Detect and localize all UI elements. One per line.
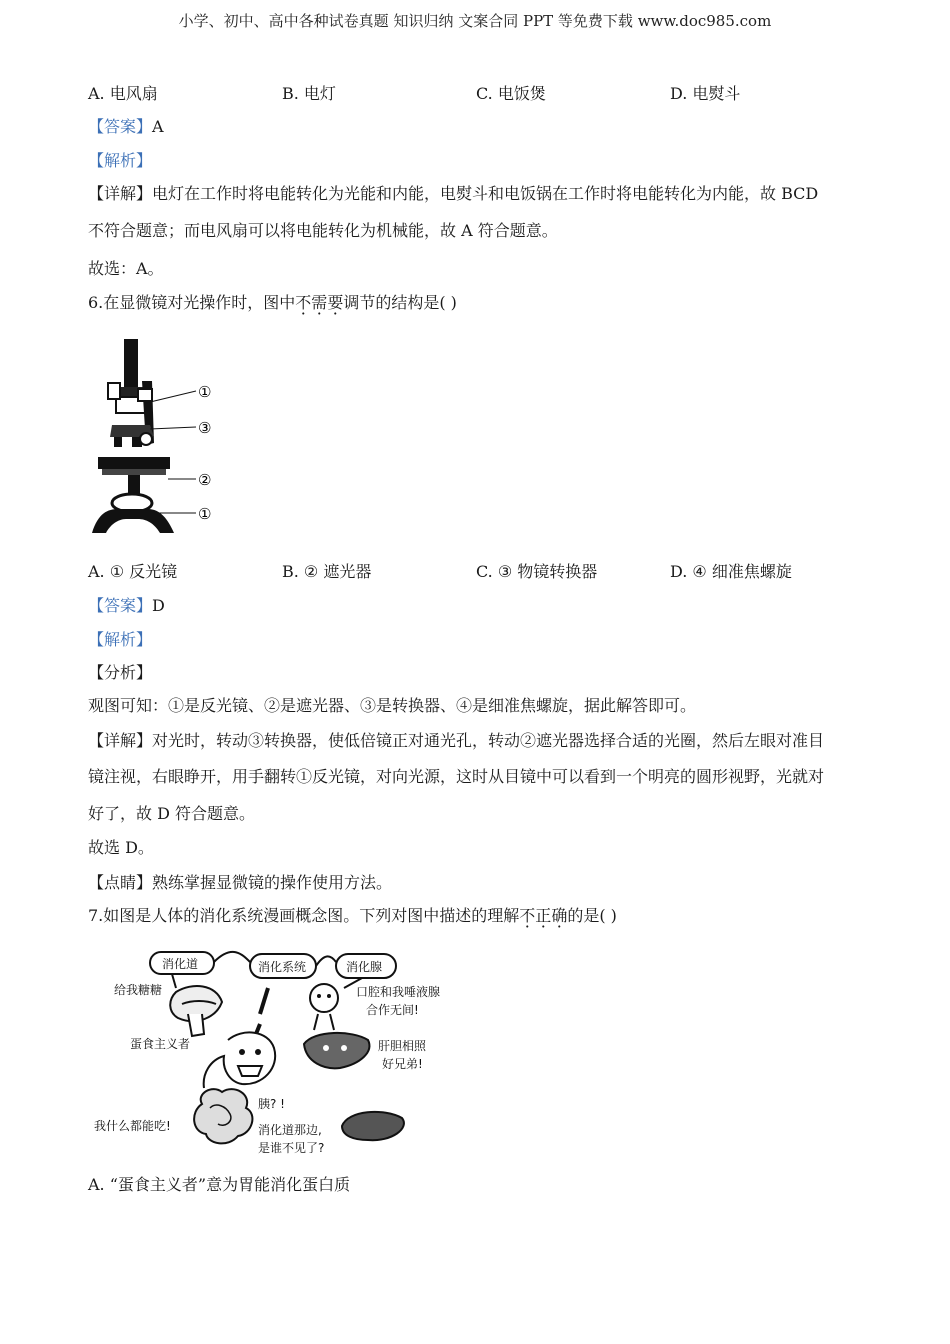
- cartoon-box-center: 消化系统: [258, 960, 307, 974]
- q6-detail-line2: 镜注视，右眼睁开，用手翻转①反光镜，对向光源，这时从目镜中可以看到一个明亮的圆形视野，光就对: [88, 767, 825, 786]
- stem-emph-2: 正: [535, 906, 552, 925]
- stem-pre: 7.如图是人体的消化系统漫画概念图。下列对图中描述的理解: [88, 906, 520, 925]
- q6-analysis-label: 【解析】: [88, 630, 153, 649]
- cartoon-text-pancreas-2: 消化道那边,: [258, 1123, 322, 1137]
- dianjing-text: 熟练掌握显微镜的操作使用方法。: [152, 873, 393, 892]
- q5-conclusion: 故选：A。: [88, 259, 164, 278]
- detail-label: 【详解】: [88, 731, 153, 750]
- q5-detail-line2: 不符合题意；而电风扇可以将电能转化为机械能，故 A 符合题意。: [88, 221, 558, 240]
- cartoon-text-intestine: 我什么都能吃!: [94, 1119, 171, 1133]
- q6-dianjing: [88, 873, 392, 893]
- digestive-cartoon-figure: [92, 944, 472, 1160]
- stem-emph-3: 要: [327, 293, 344, 312]
- cartoon-text-gland-2: 合作无间!: [366, 1003, 419, 1017]
- cartoon-text-liver-2: 好兄弟!: [382, 1057, 423, 1071]
- cartoon-box-right: 消化腺: [346, 960, 383, 974]
- cartoon-text-mouth: 给我糖糖: [114, 983, 163, 997]
- fig-label-4: ①: [198, 505, 212, 523]
- fig-label-3: ③: [198, 419, 212, 437]
- cartoon-text-pancreas-1: 胰? !: [258, 1097, 285, 1111]
- q5-answer: [88, 117, 164, 137]
- q5-analysis-label: 【解析】: [88, 151, 153, 170]
- q5-option-b: B. 电灯: [282, 84, 336, 103]
- q6-fenxi-text: 观图可知：①是反光镜、②是遮光器、③是转换器、④是细准焦螺旋，据此解答即可。: [88, 696, 697, 715]
- q7-option-a: A. “蛋食主义者”意为胃能消化蛋白质: [88, 1175, 351, 1194]
- q5-option-c: C. 电饭煲: [476, 84, 546, 103]
- dianjing-label: 【点睛】: [88, 873, 153, 892]
- q6-option-d: D. ④ 细准焦螺旋: [670, 562, 792, 581]
- q6-detail-line3: 好了，故 D 符合题意。: [88, 804, 256, 823]
- fig-label-1: ①: [198, 383, 212, 401]
- stem-post: 的是( ): [567, 906, 617, 925]
- stem-pre: 6.在显微镜对光操作时，图中: [88, 293, 296, 312]
- stem-emph-1: 不: [295, 293, 312, 312]
- q5-option-a: A. 电风扇: [88, 84, 158, 103]
- answer-label: 【答案】: [88, 596, 153, 615]
- q6-detail-line1: [88, 731, 824, 751]
- q6-stem: [88, 293, 457, 313]
- detail-label: 【详解】: [88, 184, 153, 203]
- q7-stem: [88, 906, 617, 926]
- microscope-figure: [88, 333, 228, 543]
- answer-label: 【答案】: [88, 117, 153, 136]
- q6-option-b: B. ② 遮光器: [282, 562, 372, 581]
- q6-option-c: C. ③ 物镜转换器: [476, 562, 598, 581]
- q6-option-a: A. ① 反光镜: [88, 562, 178, 581]
- cartoon-text-pancreas-3: 是谁不见了?: [258, 1141, 325, 1155]
- detail-text: 对光时，转动③转换器，使低倍镜正对通光孔，转动②遮光器选择合适的光圈，然后左眼对准目: [152, 731, 825, 750]
- q5-option-d: D. 电熨斗: [670, 84, 741, 103]
- answer-value: D: [152, 596, 165, 615]
- fig-label-2: ②: [198, 471, 212, 489]
- stem-emph-3: 确: [551, 906, 568, 925]
- cartoon-text-stomach: 蛋食主义者: [130, 1037, 191, 1051]
- stem-emph-1: 不: [519, 906, 536, 925]
- q6-fenxi-label: 【分析】: [88, 663, 153, 682]
- cartoon-text-liver-1: 肝胆相照: [378, 1039, 427, 1053]
- answer-value: A: [152, 117, 164, 136]
- stem-emph-2: 需: [311, 293, 328, 312]
- q6-conclusion: 故选 D。: [88, 838, 154, 857]
- q5-detail-line1: [88, 184, 818, 204]
- cartoon-text-gland-1: 口腔和我唾液腺: [356, 985, 441, 999]
- stem-post: 调节的结构是( ): [343, 293, 457, 312]
- q6-answer: [88, 596, 165, 616]
- page-header: 小学、初中、高中各种试卷真题 知识归纳 文案合同 PPT 等免费下载 www.doc985.com: [178, 12, 772, 30]
- cartoon-box-left: 消化道: [162, 957, 199, 971]
- detail-text: 电灯在工作时将电能转化为光能和内能，电熨斗和电饭锅在工作时将电能转化为内能，故 BCD: [152, 184, 819, 203]
